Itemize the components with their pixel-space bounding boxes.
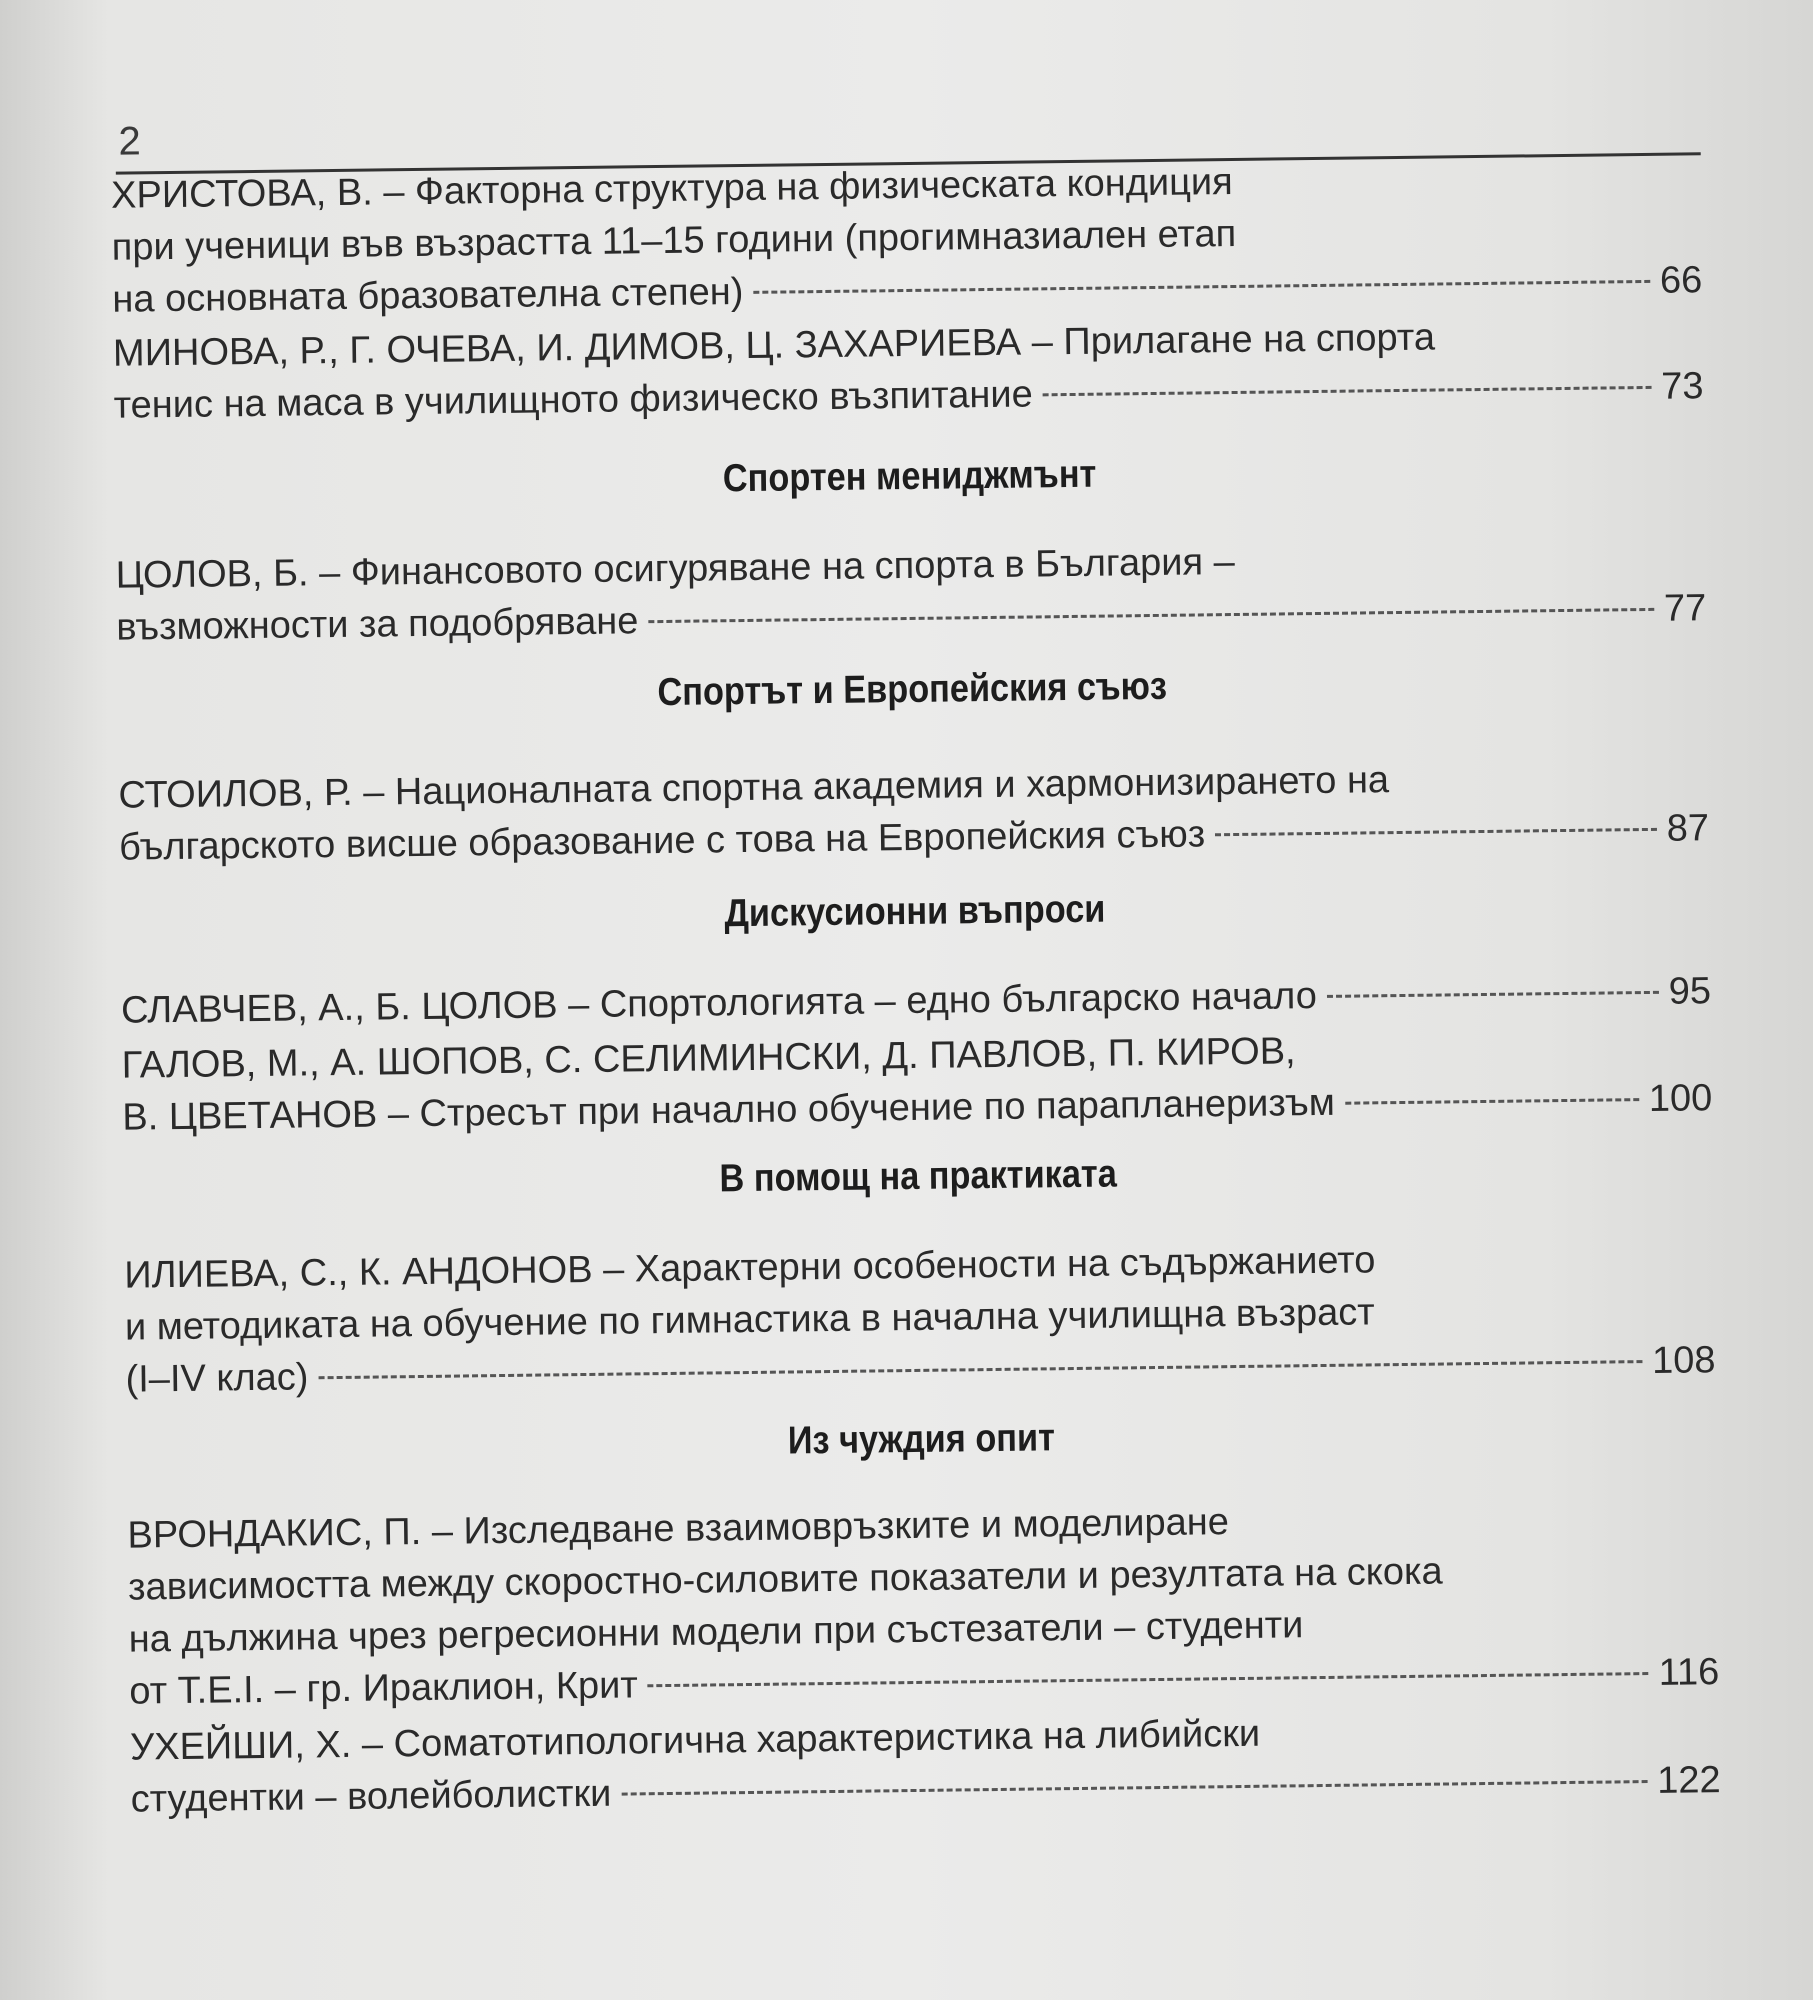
- toc-entry[interactable]: [130, 1702, 1721, 1825]
- entry-line: и методиката на обучение по гимнастика в начална училищна възраст: [124, 1291, 1375, 1349]
- entry-page: 77: [1663, 587, 1707, 630]
- entry-line: зависимостта между скоростно-силовите показатели и резултата на скока: [127, 1550, 1443, 1609]
- dot-leader: [1327, 991, 1659, 998]
- entry-page: 95: [1668, 970, 1712, 1013]
- dot-leader: [648, 608, 1654, 623]
- toc-entry[interactable]: [118, 750, 1709, 873]
- entry-line: ХРИСТОВА, В. – Факторна структура на физическата кондиция: [110, 161, 1233, 217]
- entry-page: 87: [1666, 807, 1710, 850]
- entry-line: ВРОНДАКИС, П. – Изследване взаимовръзките и моделиране: [127, 1501, 1230, 1557]
- page-number: 2: [118, 119, 141, 164]
- toc-entry[interactable]: [121, 1020, 1712, 1143]
- dot-leader: [1043, 386, 1652, 396]
- toc-entry[interactable]: [127, 1490, 1719, 1717]
- toc-entry[interactable]: [115, 530, 1706, 653]
- entry-line: МИНОВА, Р., Г. ОЧЕВА, И. ДИМОВ, Ц. ЗАХАРИЕВА – Прилагане на спорта: [112, 316, 1436, 375]
- entry-line: ЦОЛОВ, Б. – Финансовото осигуряване на спорта в България –: [115, 541, 1235, 597]
- entry-page: 66: [1659, 259, 1703, 302]
- entry-line: тенис на маса в училищното физическо възпитание: [113, 373, 1033, 427]
- dot-leader: [648, 1672, 1649, 1687]
- entry-line: студентки – волейболистки: [130, 1772, 612, 1821]
- entry-page: 100: [1648, 1077, 1713, 1120]
- entry-line: ГАЛОВ, М., А. ШОПОВ, С. СЕЛИМИНСКИ, Д. ПАВЛОВ, П. КИРОВ,: [121, 1030, 1296, 1087]
- dot-leader: [318, 1360, 1642, 1379]
- entry-line: на дължина чрез регресионни модели при състезатели – студенти: [128, 1604, 1304, 1661]
- section-heading: Дискусионни въпроси: [724, 887, 1106, 936]
- entry-line: ИЛИЕВА, С., К. АНДОНОВ – Характерни особености на съдържанието: [124, 1239, 1376, 1297]
- section-heading: Спортът и Европейския съюз: [657, 664, 1168, 715]
- entry-line: СТОИЛОВ, Р. – Националната спортна академия и хармонизирането на: [118, 759, 1390, 817]
- entry-page: 116: [1658, 1651, 1720, 1694]
- toc-entry[interactable]: [111, 150, 1703, 325]
- dot-leader: [1345, 1098, 1639, 1105]
- entry-line: УХЕЙШИ, Х. – Соматотипологична характеристика на либийски: [129, 1712, 1261, 1769]
- entry-line: СЛАВЧЕВ, А., Б. ЦОЛОВ – Спортологията – едно българско начало: [120, 975, 1318, 1032]
- dot-leader: [753, 280, 1650, 294]
- section-heading: В помощ на практиката: [719, 1152, 1118, 1201]
- contents-sheet: [80, 90, 1753, 1970]
- entry-line: възможности за подобряване: [116, 600, 639, 649]
- entry-line: при ученици във възрастта 11–15 години (прогимназиален етап: [111, 212, 1237, 269]
- entry-page: 108: [1651, 1339, 1716, 1382]
- entry-page: 73: [1661, 365, 1704, 408]
- dot-leader: [1215, 828, 1657, 836]
- toc-entry[interactable]: [113, 308, 1704, 431]
- entry-line: В. ЦВЕТАНОВ – Стресът при начално обучение по парапланеризъм: [122, 1081, 1336, 1139]
- dot-leader: [621, 1780, 1647, 1796]
- section-heading: Из чуждия опит: [787, 1416, 1056, 1463]
- entry-line: (I–IV клас): [125, 1356, 309, 1401]
- entry-line: от T.E.I. – гр. Ираклион, Крит: [129, 1664, 638, 1713]
- entry-line: на основната бразователна степен): [112, 270, 744, 321]
- toc-entry[interactable]: [124, 1230, 1716, 1405]
- entry-line: българското висше образование с това на Европейския съюз: [118, 813, 1206, 869]
- entry-page: 122: [1656, 1759, 1721, 1802]
- section-heading: Спортен мениджмънт: [722, 452, 1097, 501]
